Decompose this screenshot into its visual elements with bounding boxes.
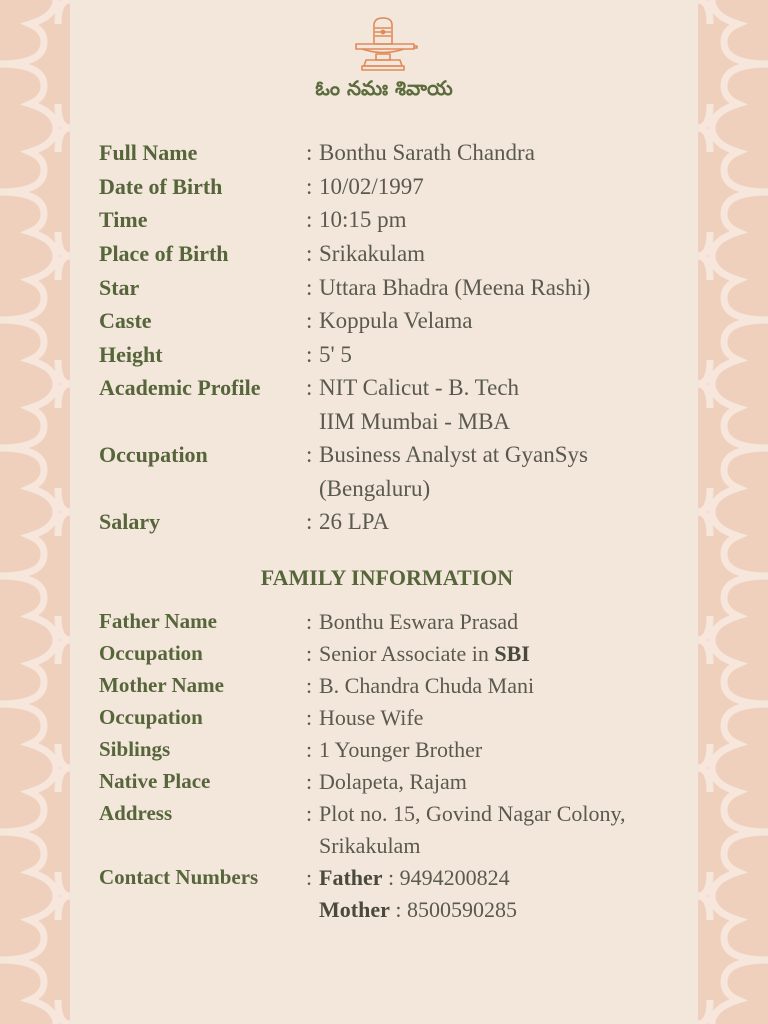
detail-value-line-2: Srikakulam — [319, 833, 421, 858]
detail-label: Siblings — [99, 737, 171, 761]
separator-colon: : — [306, 801, 313, 826]
mother-contact-number: : 8500590285 — [389, 897, 517, 922]
detail-value: House Wife — [319, 705, 424, 730]
decorative-border-left — [0, 0, 70, 1024]
biodata-card — [70, 0, 698, 1024]
mother-contact-label: Mother — [319, 897, 390, 922]
detail-value: Srikakulam — [319, 241, 426, 266]
detail-label: Occupation — [99, 641, 203, 665]
detail-value — [319, 641, 530, 667]
occupation-text: Senior Associate in — [319, 641, 495, 666]
detail-label: Height — [99, 342, 163, 367]
separator-colon: : — [306, 342, 313, 367]
father-contact — [319, 865, 510, 891]
detail-label: Caste — [99, 308, 152, 333]
separator-colon: : — [306, 207, 313, 232]
father-contact-label: Father — [319, 865, 383, 890]
detail-value-line-2: (Bengaluru) — [319, 476, 431, 501]
detail-value: 26 LPA — [319, 509, 390, 534]
detail-label: Academic Profile — [99, 375, 261, 400]
separator-colon: : — [306, 375, 313, 400]
detail-label: Occupation — [99, 705, 203, 729]
detail-label: Time — [99, 207, 148, 232]
separator-colon: : — [306, 641, 313, 666]
detail-label: Mother Name — [99, 673, 224, 697]
separator-colon: : — [306, 769, 313, 794]
separator-colon: : — [306, 609, 313, 634]
detail-value-line-2: IIM Mumbai - MBA — [319, 409, 511, 434]
detail-label: Salary — [99, 509, 161, 534]
separator-colon: : — [306, 140, 313, 165]
separator-colon: : — [306, 705, 313, 730]
detail-value: Uttara Bhadra (Meena Rashi) — [319, 275, 591, 300]
detail-label: Full Name — [99, 140, 198, 165]
detail-label: Star — [99, 275, 140, 300]
separator-colon: : — [306, 275, 313, 300]
separator-colon: : — [306, 308, 313, 333]
separator-colon: : — [306, 737, 313, 762]
separator-colon: : — [306, 174, 313, 199]
father-contact-number: : 9494200824 — [382, 865, 510, 890]
om-namah-shivaya-mantra: ఓం నమః శివాయ — [315, 76, 453, 100]
detail-value: 10/02/1997 — [319, 174, 424, 199]
separator-colon: : — [306, 673, 313, 698]
shiva-lingam-icon — [348, 16, 418, 72]
detail-label: Date of Birth — [99, 174, 223, 199]
employer-name: SBI — [494, 641, 530, 666]
detail-label: Place of Birth — [99, 241, 229, 266]
family-information-heading: FAMILY INFORMATION — [260, 565, 514, 590]
separator-colon: : — [306, 509, 313, 534]
detail-value: Business Analyst at GyanSys — [319, 442, 588, 467]
separator-colon: : — [306, 865, 313, 890]
mother-contact — [319, 897, 517, 923]
detail-value: Bonthu Sarath Chandra — [319, 140, 535, 165]
detail-label: Occupation — [99, 442, 208, 467]
detail-value: Dolapeta, Rajam — [319, 769, 467, 794]
detail-label: Native Place — [99, 769, 211, 793]
detail-value: B. Chandra Chuda Mani — [319, 673, 535, 698]
detail-value: Koppula Velama — [319, 308, 473, 333]
separator-colon: : — [306, 241, 313, 266]
detail-label: Father Name — [99, 609, 217, 633]
detail-value: 5' 5 — [319, 342, 352, 367]
detail-value: Bonthu Eswara Prasad — [319, 609, 519, 634]
detail-label: Contact Numbers — [99, 865, 259, 889]
detail-label: Address — [99, 801, 173, 825]
detail-value: Plot no. 15, Govind Nagar Colony, — [319, 801, 626, 826]
detail-value: NIT Calicut - B. Tech — [319, 375, 520, 400]
decorative-border-right — [698, 0, 768, 1024]
detail-value: 1 Younger Brother — [319, 737, 483, 762]
separator-colon: : — [306, 442, 313, 467]
detail-value: 10:15 pm — [319, 207, 407, 232]
